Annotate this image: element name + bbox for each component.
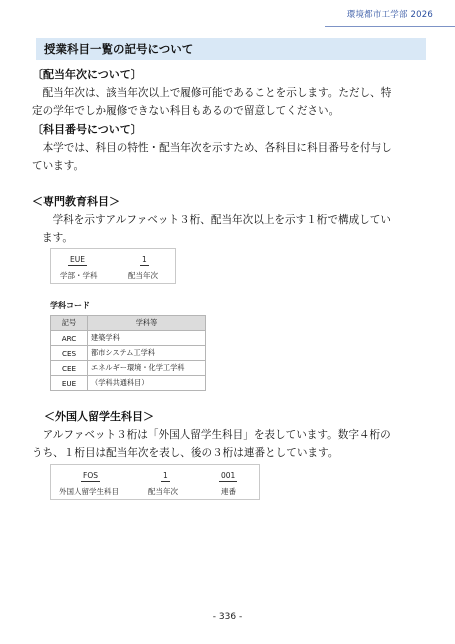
code-year-label: 配当年次 bbox=[128, 271, 158, 280]
dept-table-title: 学科コード bbox=[50, 301, 90, 310]
specialized-line-1: 学科を示すアルファベット３桁、配当年次以上を示す１桁で構成してい bbox=[52, 214, 391, 226]
dept-code-table bbox=[50, 315, 206, 391]
table-row bbox=[51, 346, 206, 361]
code-example-international bbox=[50, 464, 260, 500]
table-cell-code: CEE bbox=[51, 361, 88, 376]
specialized-heading: ＜専門教育科目＞ bbox=[32, 195, 120, 208]
table-cell-dept: 建築学科 bbox=[88, 331, 206, 346]
specialized-paragraph bbox=[32, 211, 430, 247]
year-section bbox=[32, 66, 430, 120]
table-header-row bbox=[51, 316, 206, 331]
table-cell-code: EUE bbox=[51, 376, 88, 391]
code-year-label: 配当年次 bbox=[148, 487, 178, 496]
table-cell-dept: （学科共通科目） bbox=[88, 376, 206, 391]
year-line-1: 配当年次は、該当年次以上で履修可能であることを示します。ただし、特 bbox=[42, 87, 392, 99]
code-dept: EUE bbox=[70, 255, 85, 264]
specialized-section bbox=[32, 193, 430, 247]
international-heading: ＜外国人留学生科目＞ bbox=[44, 410, 154, 423]
table-header-dept: 学科等 bbox=[88, 316, 206, 331]
code-year: 1 bbox=[163, 471, 168, 480]
table-header-code: 記号 bbox=[51, 316, 88, 331]
year-heading: 〔配当年次について〕 bbox=[32, 68, 142, 81]
number-section bbox=[32, 121, 430, 175]
page-number: - 336 - bbox=[212, 612, 243, 622]
code-serial: 001 bbox=[221, 471, 236, 480]
code-year: 1 bbox=[142, 255, 147, 264]
code-fos-label: 外国人留学生科目 bbox=[59, 487, 119, 496]
year-line-2: 定の学年でしか履修できない科目もあるので留意してください。 bbox=[32, 105, 340, 117]
header-text: 環境都市工学部 2026 bbox=[346, 10, 433, 20]
international-section bbox=[32, 408, 430, 462]
table-cell-dept: 都市システム工学科 bbox=[88, 346, 206, 361]
international-paragraph bbox=[32, 426, 430, 462]
table-row bbox=[51, 376, 206, 391]
specialized-line-2: ます。 bbox=[42, 232, 73, 244]
number-line-1: 本学では、科目の特性・配当年次を示すため、各科目に科目番号を付与し bbox=[42, 142, 392, 154]
code-dept-label: 学部・学科 bbox=[60, 271, 98, 280]
table-row bbox=[51, 361, 206, 376]
year-paragraph bbox=[32, 84, 430, 120]
international-line-2: うち、１桁目は配当年次を表し、後の３桁は連番としています。 bbox=[32, 447, 339, 459]
table-cell-code: ARC bbox=[51, 331, 88, 346]
section-title: 授業科目一覧の記号について bbox=[36, 38, 426, 60]
table-cell-code: CES bbox=[51, 346, 88, 361]
code-serial-label: 連番 bbox=[221, 487, 236, 496]
number-line-2: ています。 bbox=[32, 160, 85, 172]
code-fos: FOS bbox=[83, 471, 98, 480]
table-row bbox=[51, 331, 206, 346]
number-heading: 〔科目番号について〕 bbox=[32, 123, 142, 136]
table-cell-dept: エネルギー環境・化学工学科 bbox=[88, 361, 206, 376]
header-rule bbox=[325, 26, 455, 27]
international-line-1: アルファベット３桁は「外国人留学生科目」を表しています。数字４桁の bbox=[42, 429, 391, 441]
code-example-specialized bbox=[50, 248, 176, 284]
number-paragraph bbox=[32, 139, 430, 175]
